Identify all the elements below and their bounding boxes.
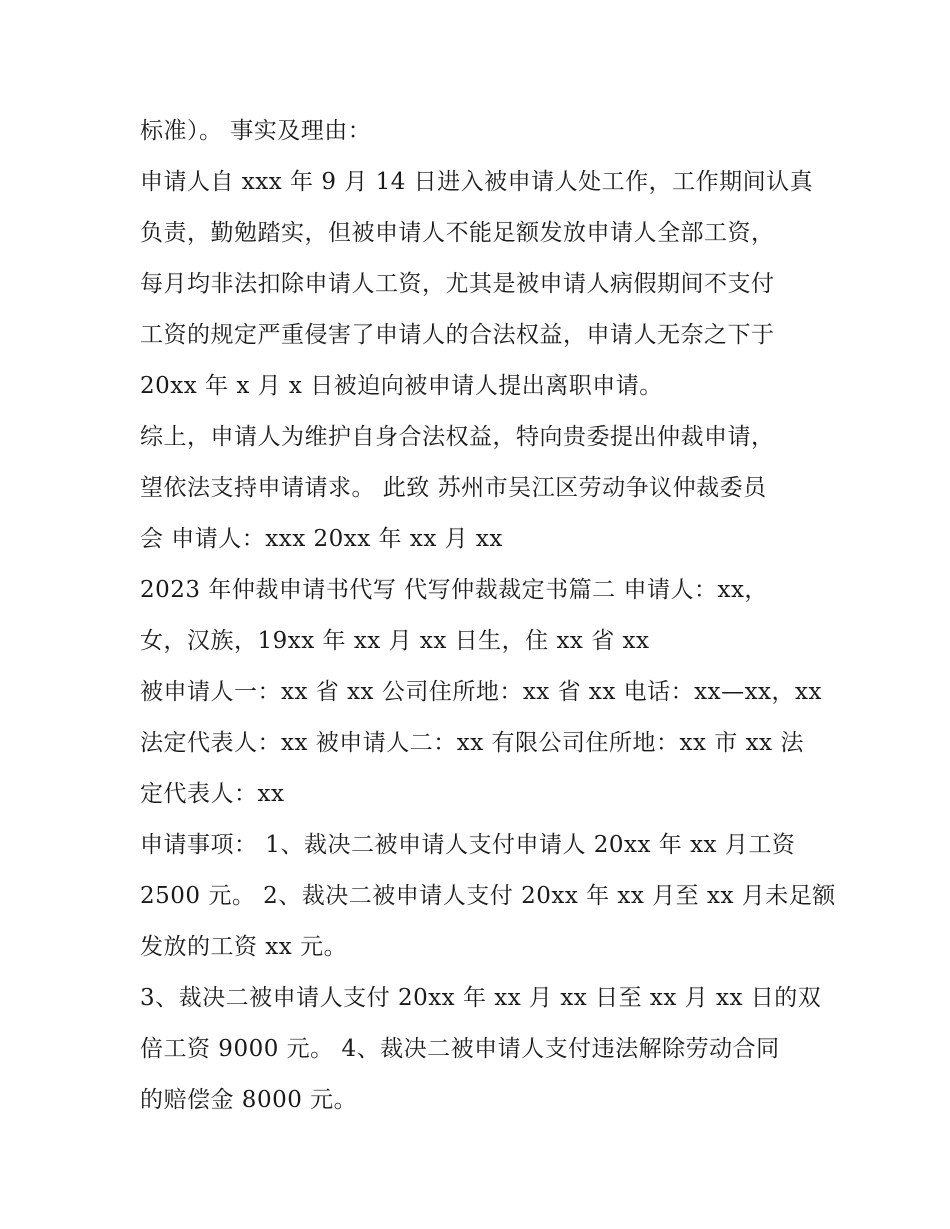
text-line: 申请人自 xxx 年 9 月 14 日进入被申请人处工作，工作期间认真	[140, 169, 814, 195]
text-line: 2500 元。 2、裁决二被申请人支付 20xx 年 xx 月至 xx 月未足额	[140, 883, 836, 909]
text-line: 申请事项： 1、裁决二被申请人支付申请人 20xx 年 xx 月工资	[140, 832, 796, 858]
text-line: 2023 年仲裁申请书代写 代写仲裁裁定书篇二 申请人：xx，	[140, 577, 768, 603]
text-line: 发放的工资 xx 元。	[140, 934, 348, 960]
text-line: 工资的规定严重侵害了申请人的合法权益，申请人无奈之下于	[140, 322, 775, 348]
text-line: 定代表人：xx	[140, 781, 285, 807]
text-line: 望依法支持申请请求。 此致 苏州市吴江区劳动争议仲裁委员	[140, 475, 767, 501]
text-line: 会 申请人：xxx 20xx 年 xx 月 xx	[140, 526, 503, 552]
text-line: 每月均非法扣除申请人工资，尤其是被申请人病假期间不支付	[140, 271, 775, 297]
text-line: 的赔偿金 8000 元。	[140, 1087, 358, 1113]
text-line: 综上，申请人为维护自身合法权益，特向贵委提出仲裁申请，	[140, 424, 775, 450]
text-line: 标准）。 事实及理由：	[140, 118, 372, 144]
text-line: 被申请人一：xx 省 xx 公司住所地：xx 省 xx 电话：xx—xx，xx	[140, 679, 822, 705]
text-line: 女，汉族，19xx 年 xx 月 xx 日生，住 xx 省 xx	[140, 628, 650, 654]
text-line: 20xx 年 x 月 x 日被迫向被申请人提出离职申请。	[140, 373, 663, 399]
text-line: 负责，勤勉踏实，但被申请人不能足额发放申请人全部工资，	[140, 220, 775, 246]
text-line: 法定代表人：xx 被申请人二：xx 有限公司住所地：xx 市 xx 法	[140, 730, 804, 756]
document-body	[140, 106, 836, 1126]
text-line: 倍工资 9000 元。 4、裁决二被申请人支付违法解除劳动合同	[140, 1036, 780, 1062]
text-line: 3、裁决二被申请人支付 20xx 年 xx 月 xx 日至 xx 月 xx 日的双	[140, 985, 822, 1011]
